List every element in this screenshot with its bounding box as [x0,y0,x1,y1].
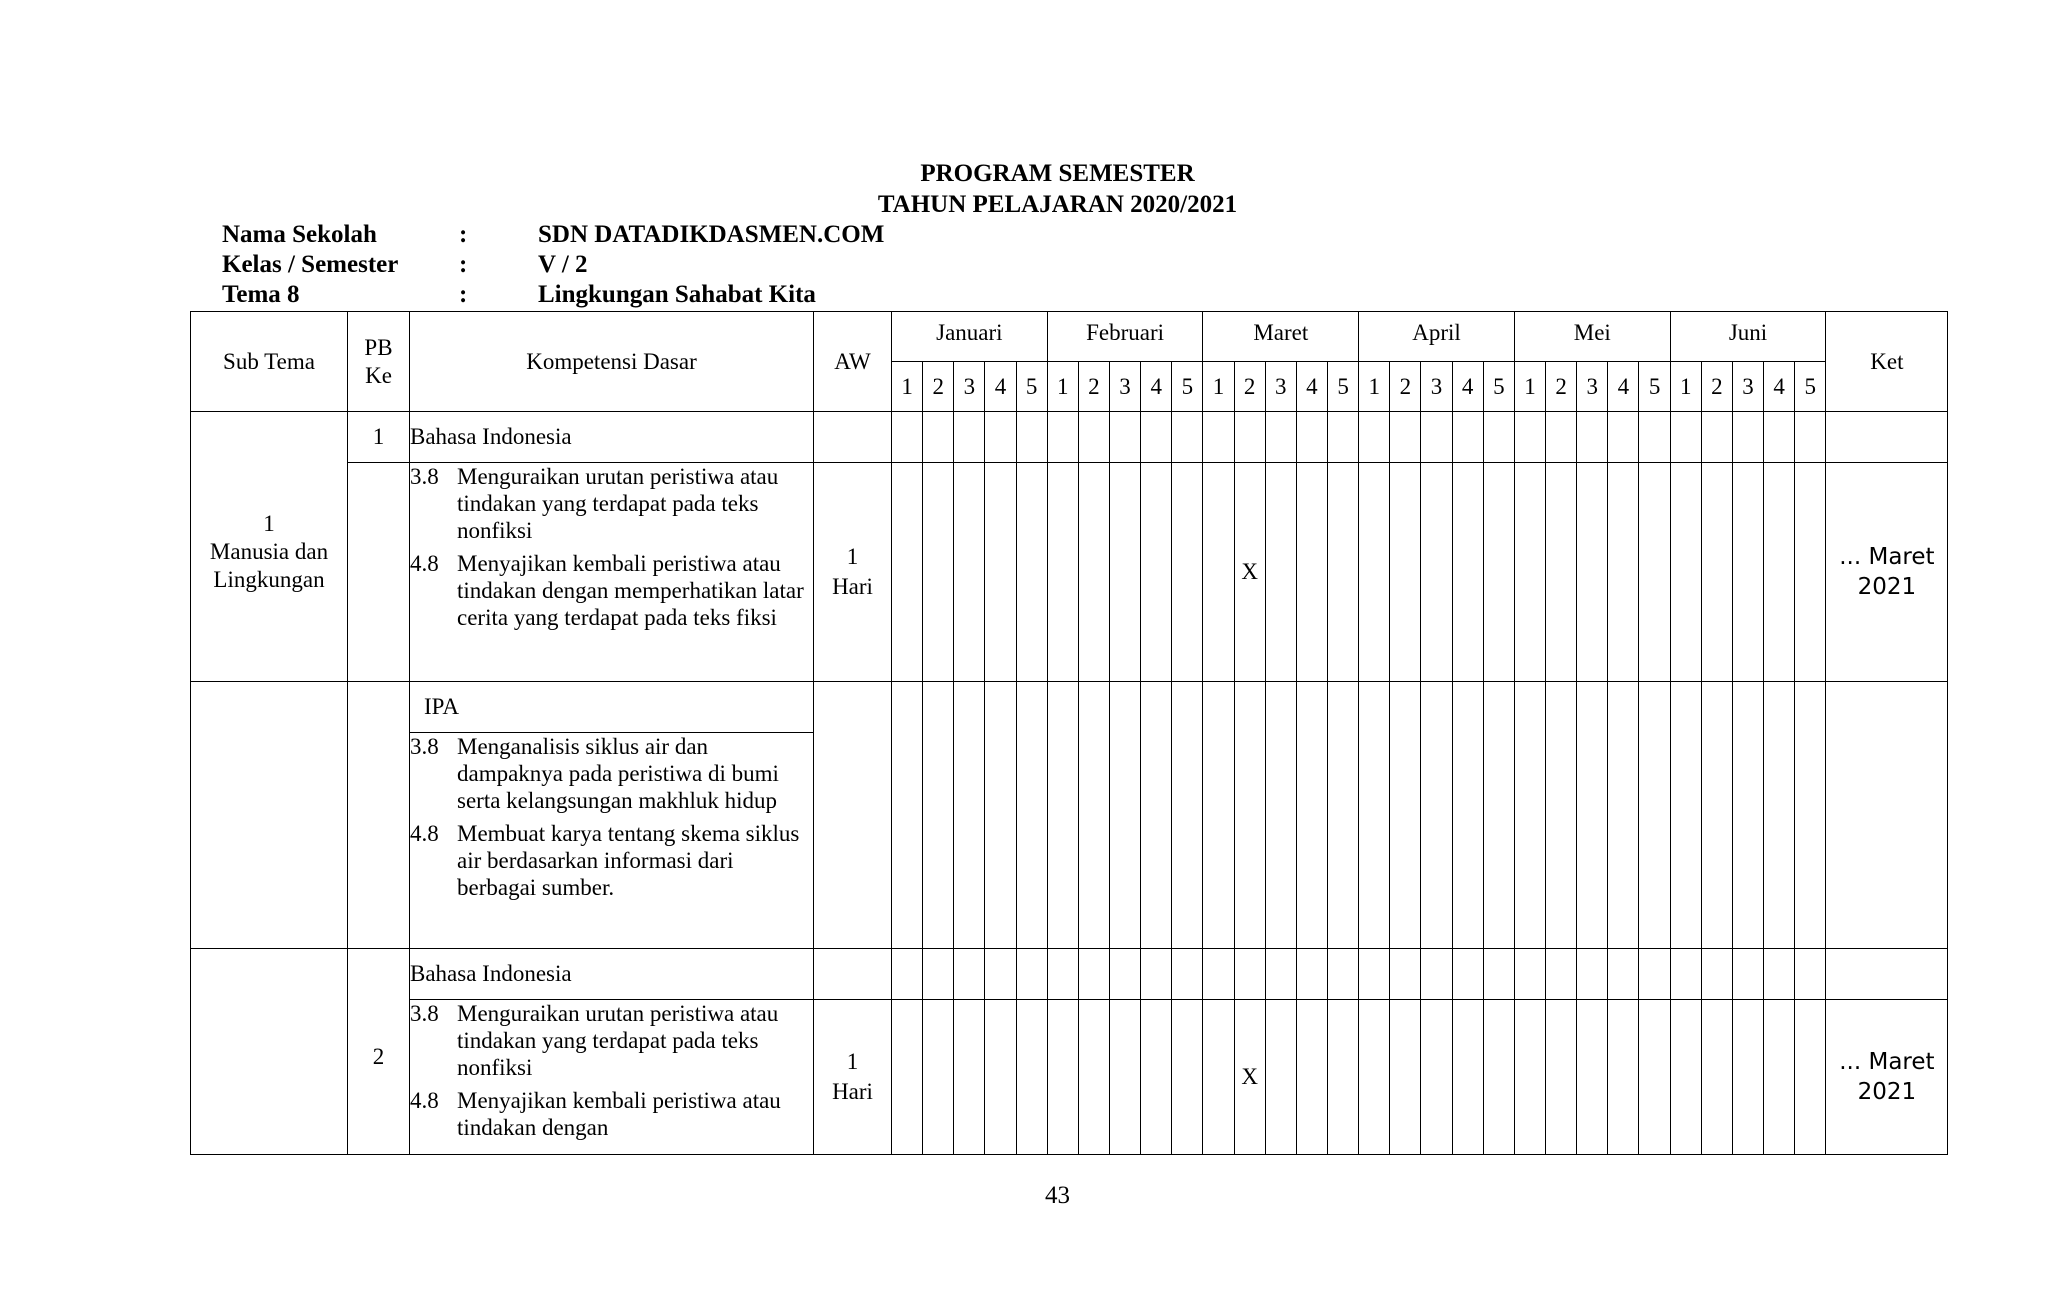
week-cell [1109,1000,1140,1155]
week-cell [1203,949,1234,1000]
ket-cell [1826,682,1948,949]
week-cell [1265,412,1296,463]
week-cell [892,412,923,463]
week-cell [1172,463,1203,682]
kd-number: 4.8 [410,1088,439,1113]
week-cell [1359,463,1390,682]
week-cell [1141,412,1172,463]
week-cell [1639,682,1670,949]
week-cell [1359,1000,1390,1155]
aw-cell [814,412,892,463]
subject-label: Bahasa Indonesia [410,412,814,463]
header-week: 3 [954,362,985,412]
aw-cell [814,682,892,949]
week-cell [1639,949,1670,1000]
header-week: 1 [1359,362,1390,412]
week-cell [923,463,954,682]
week-cell [1452,463,1483,682]
week-cell [1141,682,1172,949]
week-cell [1546,412,1577,463]
header-week: 2 [1390,362,1421,412]
week-cell [1359,682,1390,949]
info-value: SDN DATADIKDASMEN.COM [538,221,885,248]
header-week: 3 [1265,362,1296,412]
week-cell [892,949,923,1000]
week-cell [1016,949,1047,1000]
week-cell [1203,412,1234,463]
week-cell [1514,412,1545,463]
kd-item [410,733,813,814]
kd-item [410,1087,813,1141]
week-cell [1701,682,1732,949]
week-cell [1390,949,1421,1000]
table-row [191,949,1948,1000]
week-cell [1701,1000,1732,1155]
ket-cell [1826,949,1948,1000]
week-cell [985,463,1016,682]
week-cell [1421,949,1452,1000]
week-cell [1577,682,1608,949]
ket-value: ... Maret 2021 [1826,463,1948,682]
header-week: 3 [1577,362,1608,412]
week-cell [1701,412,1732,463]
week-cell [1732,1000,1763,1155]
week-cell [1795,682,1826,949]
info-colon: : [459,221,468,248]
week-cell [892,682,923,949]
week-cell [1795,463,1826,682]
header-week: 3 [1421,362,1452,412]
week-cell [1670,463,1701,682]
week-cell [1172,1000,1203,1155]
week-cell [1764,1000,1795,1155]
week-cell [1047,1000,1078,1155]
week-cell [1795,1000,1826,1155]
week-cell [1327,949,1358,1000]
week-cell [1452,1000,1483,1155]
kd-item [410,820,813,901]
schedule-mark: X [1234,1000,1265,1155]
sub-tema-cell [191,949,348,1155]
week-cell [1421,1000,1452,1155]
week-cell [1421,682,1452,949]
week-cell [1421,463,1452,682]
pb-number: 1 [348,412,410,463]
pb-cell [348,682,410,949]
week-cell [1452,949,1483,1000]
week-cell [923,412,954,463]
week-cell [1546,1000,1577,1155]
week-cell [985,1000,1016,1155]
week-cell [1327,412,1358,463]
info-value: V / 2 [538,251,588,278]
kd-text: Membuat karya tentang skema siklus air berdasarkan informasi dari berbagai sumber. [457,821,800,900]
week-cell [1047,949,1078,1000]
week-cell [1732,412,1763,463]
week-cell [1514,682,1545,949]
semester-schedule-table [190,311,1948,1155]
week-cell [1514,463,1545,682]
info-label: Tema 8 [222,281,300,308]
week-cell [1546,949,1577,1000]
subject-label: Bahasa Indonesia [410,949,814,1000]
kd-text: Menguraikan urutan peristiwa atau tindakan yang terdapat pada teks nonfiksi [457,1001,779,1080]
header-week: 1 [1047,362,1078,412]
week-cell [1141,949,1172,1000]
week-cell [1421,412,1452,463]
week-cell [1203,463,1234,682]
kd-text: Menguraikan urutan peristiwa atau tindakan yang terdapat pada teks nonfiksi [457,464,779,543]
week-cell [1701,463,1732,682]
header-sub-tema: Sub Tema [191,312,348,412]
kd-item [410,463,813,544]
document-subtitle: TAHUN PELAJARAN 2020/2021 [877,191,1238,218]
header-month: Mei [1514,312,1670,362]
week-cell [1359,949,1390,1000]
week-cell [1265,682,1296,949]
week-cell [1234,949,1265,1000]
week-cell [1764,949,1795,1000]
week-cell [1109,682,1140,949]
week-cell [1390,463,1421,682]
week-cell [1639,412,1670,463]
week-cell [1296,949,1327,1000]
week-cell [954,682,985,949]
header-week: 2 [1078,362,1109,412]
week-cell [1483,949,1514,1000]
week-cell [1483,682,1514,949]
week-cell [923,682,954,949]
week-cell [1047,412,1078,463]
header-month: Januari [892,312,1048,362]
week-cell [1608,949,1639,1000]
week-cell [1296,463,1327,682]
week-cell [954,949,985,1000]
header-ket: Ket [1826,312,1948,412]
header-kompetensi-dasar: Kompetensi Dasar [410,312,814,412]
info-label: Kelas / Semester [222,251,399,278]
header-week: 5 [1016,362,1047,412]
week-cell [1172,949,1203,1000]
header-week: 1 [1514,362,1545,412]
page-number: 43 [1045,1182,1070,1209]
table-row [191,682,1948,733]
week-cell [1109,463,1140,682]
kd-item [410,550,813,631]
week-cell [1483,463,1514,682]
document-title: PROGRAM SEMESTER [920,160,1195,187]
week-cell [1608,412,1639,463]
kd-list [410,1000,814,1155]
week-cell [1078,463,1109,682]
week-cell [1452,682,1483,949]
week-cell [1016,463,1047,682]
kd-number: 3.8 [410,734,439,759]
header-week: 4 [1764,362,1795,412]
table-row [191,412,1948,463]
pb-number: 2 [348,949,410,1155]
kd-number: 4.8 [410,551,439,576]
header-week: 5 [1172,362,1203,412]
week-cell [1078,412,1109,463]
week-cell [1016,1000,1047,1155]
header-pb-ke: PB Ke [348,312,410,412]
week-cell [1546,682,1577,949]
week-cell [1234,682,1265,949]
week-cell [1172,682,1203,949]
week-cell [1483,1000,1514,1155]
table-row [191,1000,1948,1155]
week-cell [1577,463,1608,682]
aw-cell [814,949,892,1000]
header-week: 5 [1483,362,1514,412]
week-cell [1078,1000,1109,1155]
kd-text: Menyajikan kembali peristiwa atau tindakan dengan memperhatikan latar cerita yang terdapat pada teks fiksi [457,551,804,630]
week-cell [954,1000,985,1155]
week-cell [1047,463,1078,682]
header-row [191,312,1948,362]
header-week: 3 [1732,362,1763,412]
week-cell [1078,949,1109,1000]
sub-tema-cell: 1 Manusia dan Lingkungan [191,412,348,682]
header-week: 5 [1327,362,1358,412]
week-cell [1701,949,1732,1000]
week-cell [1577,412,1608,463]
week-cell [1296,682,1327,949]
week-cell [1764,463,1795,682]
week-cell [985,412,1016,463]
week-cell [1359,412,1390,463]
header-week: 4 [985,362,1016,412]
header-week: 2 [923,362,954,412]
aw-value: 1 Hari [814,463,892,682]
week-cell [1452,412,1483,463]
week-cell [1546,463,1577,682]
kd-number: 3.8 [410,1001,439,1026]
header-week: 5 [1639,362,1670,412]
week-cell [892,463,923,682]
schedule-mark: X [1234,463,1265,682]
week-cell [1514,949,1545,1000]
subject-label: IPA [410,682,814,733]
week-cell [1109,412,1140,463]
ket-cell [1826,412,1948,463]
week-cell [1016,682,1047,949]
week-cell [1764,412,1795,463]
week-cell [1670,412,1701,463]
kd-number: 3.8 [410,464,439,489]
header-week: 2 [1546,362,1577,412]
week-cell [1639,463,1670,682]
week-cell [1670,682,1701,949]
header-week: 1 [1670,362,1701,412]
week-cell [1483,412,1514,463]
week-cell [1327,463,1358,682]
week-cell [1608,1000,1639,1155]
week-cell [892,1000,923,1155]
week-cell [954,463,985,682]
week-cell [1141,1000,1172,1155]
week-cell [1608,682,1639,949]
kd-text: Menganalisis siklus air dan dampaknya pada peristiwa di bumi serta kelangsungan makhluk hidup [457,734,779,813]
kd-list [410,463,814,682]
week-cell [985,682,1016,949]
info-colon: : [459,251,468,278]
week-cell [1141,463,1172,682]
week-cell [1016,412,1047,463]
header-week: 2 [1234,362,1265,412]
week-cell [1296,1000,1327,1155]
week-cell [1670,1000,1701,1155]
kd-text: Menyajikan kembali peristiwa atau tindakan dengan [457,1088,781,1140]
week-cell [1203,682,1234,949]
kd-item [410,1000,813,1081]
week-cell [923,1000,954,1155]
info-value: Lingkungan Sahabat Kita [538,281,816,308]
week-cell [1047,682,1078,949]
header-month: Juni [1670,312,1826,362]
header-week: 4 [1452,362,1483,412]
week-cell [923,949,954,1000]
info-label: Nama Sekolah [222,221,377,248]
header-month: Februari [1047,312,1203,362]
header-week: 4 [1296,362,1327,412]
table-row [191,463,1948,682]
header-month: Maret [1203,312,1359,362]
week-cell [1514,1000,1545,1155]
week-cell [1265,949,1296,1000]
week-cell [1390,1000,1421,1155]
ket-value: ... Maret 2021 [1826,1000,1948,1155]
week-cell [1577,1000,1608,1155]
header-week: 1 [892,362,923,412]
header-month: April [1359,312,1515,362]
week-cell [1390,682,1421,949]
week-cell [1639,1000,1670,1155]
header-week: 4 [1141,362,1172,412]
info-colon: : [459,281,468,308]
week-cell [1795,412,1826,463]
header-week: 1 [1203,362,1234,412]
header-week: 2 [1701,362,1732,412]
aw-value: 1 Hari [814,1000,892,1155]
week-cell [1265,463,1296,682]
week-cell [1732,949,1763,1000]
week-cell [1670,949,1701,1000]
week-cell [1327,682,1358,949]
week-cell [1732,682,1763,949]
week-cell [1795,949,1826,1000]
week-cell [1265,1000,1296,1155]
header-week: 5 [1795,362,1826,412]
header-aw: AW [814,312,892,412]
week-cell [1172,412,1203,463]
week-cell [985,949,1016,1000]
pb-cell [348,463,410,682]
week-cell [1732,463,1763,682]
week-cell [1764,682,1795,949]
week-cell [1577,949,1608,1000]
week-cell [1109,949,1140,1000]
kd-list [410,733,814,949]
week-cell [1234,412,1265,463]
kd-number: 4.8 [410,821,439,846]
week-cell [1608,463,1639,682]
week-cell [1327,1000,1358,1155]
week-cell [1078,682,1109,949]
week-cell [1296,412,1327,463]
week-cell [954,412,985,463]
week-cell [1203,1000,1234,1155]
week-cell [1390,412,1421,463]
sub-tema-cell [191,682,348,949]
header-week: 4 [1608,362,1639,412]
header-week: 3 [1109,362,1140,412]
